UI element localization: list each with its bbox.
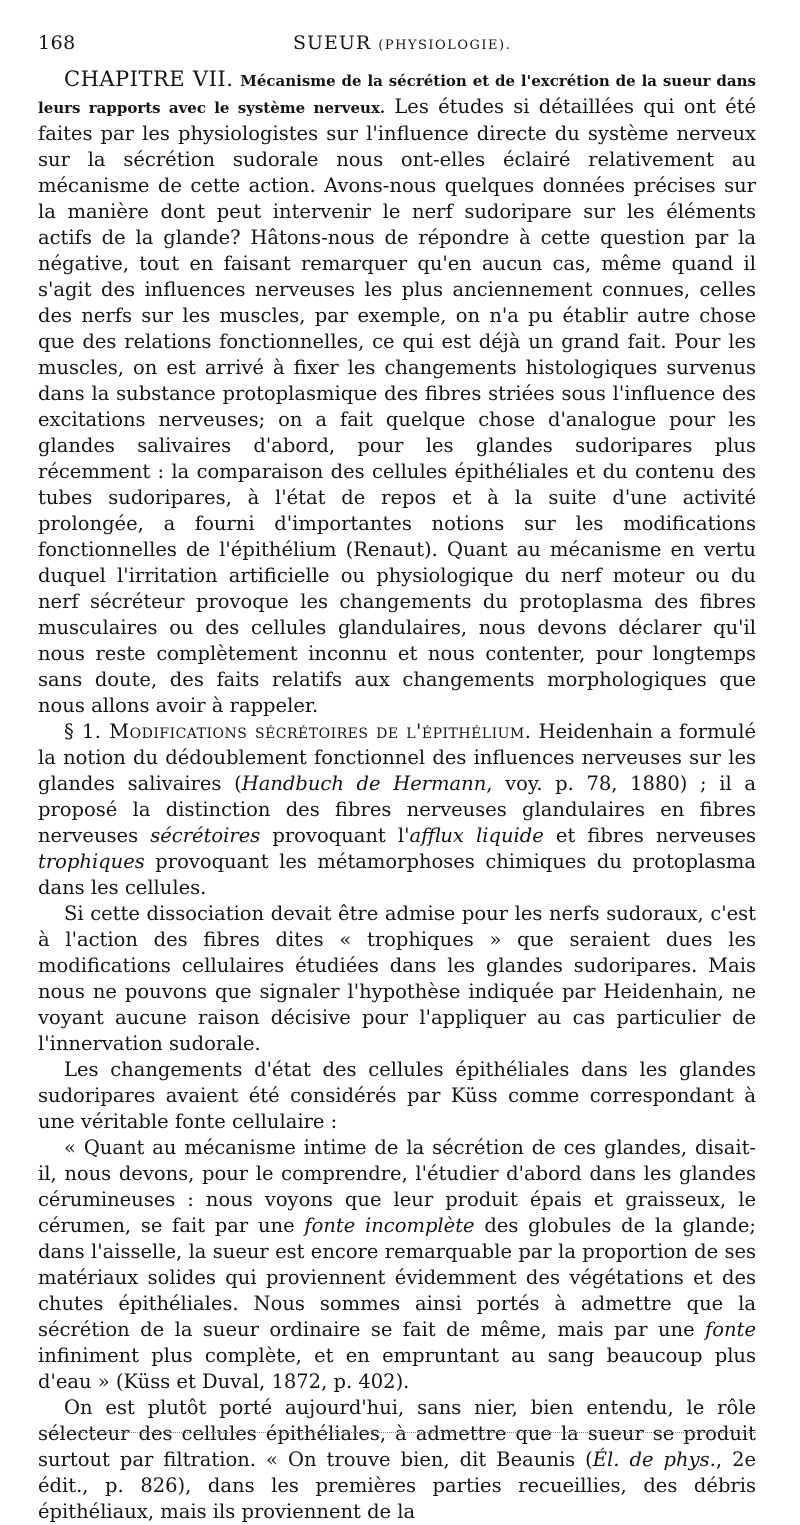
term: fonte incomplète [304,1214,475,1237]
text-run: On est plutôt porté aujourd'hui, sans nier, bien entendu, le rôle sélecteur des cellules épithéliales, à admettre que la sueur se produit surtout par filtration. « On trouve bien, dit Beaunis ( [38,1396,756,1471]
text-run: infiniment plus complète, et en empruntant au sang beaucoup plus d'eau » (Küss et Duval, 1872, p. 402). [38,1344,756,1393]
kuss-paragraph: Les changements d'état des cellules épithéliales dans les glandes sudoripares avaient été considérés par Küss comme correspondant à une véritable fonte cellulaire : [38,1058,756,1133]
running-head [38,26,756,66]
section-heading: § 1. Modifications sécrétoires de l'épithélium. [64,720,532,743]
text-run: des globules de la glande; dans l'aisselle, la sueur est encore remarquable par la proportion de ses matériaux solides qui proviennent évidemment des végétations et des chutes épithéliales. Nous sommes ainsi portés à admettre que la sécrétion de la sueur ordinaire se fait de même, mais par une [38,1214,756,1341]
citation: Él. de phys. [592,1448,716,1471]
page-number: 168 [38,32,76,54]
term: sécrétoires [150,824,261,847]
text-run: « Quant au mécanisme intime de la sécrétion de ces glandes, disait-il, nous devons, pour le comprendre, l'étudier d'abord dans les glandes cérumineuses : nous voyons que leur produit épais et graisseux, le cérumen, se fait par une [38,1136,756,1237]
term: fonte [705,1318,756,1341]
section-1-paragraph [38,719,756,901]
filtration-paragraph [38,1395,756,1525]
text-run: provoquant l' [260,824,410,847]
intro-text: Les études si détaillées qui ont été faites par les physiologistes sur l'influence directe du système nerveux sur la sécrétion sudorale nous ont-elles éclairé relativement au mécanisme de cette action. Avons-nous quelques données précises sur la manière dont peut intervenir le nerf sudoripare sur les éléments actifs de la glande? Hâtons-nous de répondre à cette question par la négative, tout en faisant remarquer qu'en aucun cas, même quand il s'agit des influences nerveuses les plus anciennement connues, celles des nerfs sur les muscles, par exemple, on n'a pu établir autre chose que des relations fonctionnelles, ce qui est déjà un grand fait. Pour les muscles, on est arrivé à fixer les changements histologiques survenus dans la substance protoplasmique des fibres striées sous l'influence des excitations nerveuses; on a fait quelque chose d'analogue pour les glandes salivaires d'abord, pour les glandes sudoripares plus récemment : la comparaison des cellules épithéliales et du contenu des tubes sudoripares, à l'état de repos et à la suite d'une activité prolongée, a fourni d'importantes notions sur les modifications fonctionnelles de l'épithélium (Renaut). Quant au mécanisme en vertu duquel l'irritation artificielle ou physiologique du nerf moteur ou du nerf sécréteur provoque les changements du protoplasma des fibres musculaires ou des cellules glandulaires, nous devons déclarer qu'il nous reste complètement inconnu et nous contenter, pour longtemps sans doute, des faits relatifs aux changements morphologiques que nous allons avoir à rappeler. [38,95,756,717]
text-run: Heidenhain a formulé la notion du dédoublement fonctionnel des influences nerveuses sur les glandes salivaires ( [38,720,756,795]
text-run: , voy. p. 78, 1880) ; il a proposé la distinction des fibres nerveuses glandulaires en fibres nerveuses [38,772,756,847]
chapter-paragraph [38,66,756,719]
chapter-title: Mécanisme de la sécrétion et de l'excrétion de la sueur dans leurs rapports avec le système nerveux. [38,72,756,117]
term: afflux liquide [409,824,544,847]
body-text [38,66,756,1525]
footer-divider [48,1432,756,1433]
block-quote [38,1135,756,1395]
chapter-label: CHAPITRE VII. [64,67,234,91]
text-run: et fibres nerveuses [543,824,756,847]
term: trophiques [38,850,145,873]
running-title-sub: (PHYSIOLOGIE). [378,38,512,53]
running-title-main: SUEUR [293,32,372,54]
citation: Handbuch de Hermann [241,772,487,795]
dissociation-paragraph: Si cette dissociation devait être admise pour les nerfs sudoraux, c'est à l'action des fibres dites « trophiques » que seraient dues les modifications cellulaires étudiées dans les glandes sudoripares. Mais nous ne pouvons que signaler l'hypothèse indiquée par Heidenhain, ne voyant aucune raison décisive pour l'appliquer au cas particulier de l'innervation sudorale. [38,902,756,1055]
text-run: provoquant les métamorphoses chimiques du protoplasma dans les cellules. [38,850,756,899]
text-run: , 2e édit., p. 826), dans les premières parties recueillies, des débris épithéliaux, mais ils proviennent de la [38,1448,757,1523]
running-title [293,32,511,54]
